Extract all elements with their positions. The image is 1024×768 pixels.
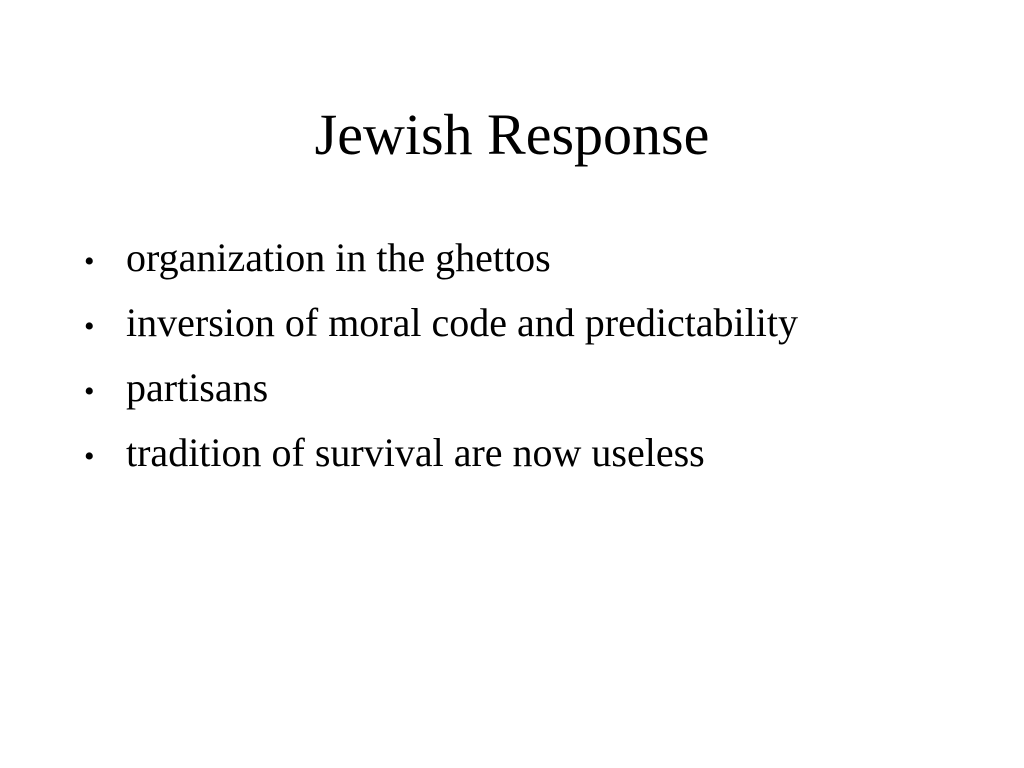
- bullet-text: partisans: [126, 365, 269, 410]
- bullet-icon: •: [84, 245, 95, 278]
- bullet-list: [84, 230, 964, 490]
- bullet-text: organization in the ghettos: [126, 235, 551, 280]
- bullet-icon: •: [84, 440, 95, 473]
- list-item: [84, 295, 964, 360]
- bullet-text: inversion of moral code and predictability: [126, 300, 799, 345]
- bullet-text: tradition of survival are now useless: [126, 430, 705, 475]
- list-item: [84, 360, 964, 425]
- list-item: [84, 230, 964, 295]
- bullet-icon: •: [84, 375, 95, 408]
- bullet-icon: •: [84, 310, 95, 343]
- list-item: [84, 425, 964, 490]
- slide-title: Jewish Response: [314, 102, 710, 167]
